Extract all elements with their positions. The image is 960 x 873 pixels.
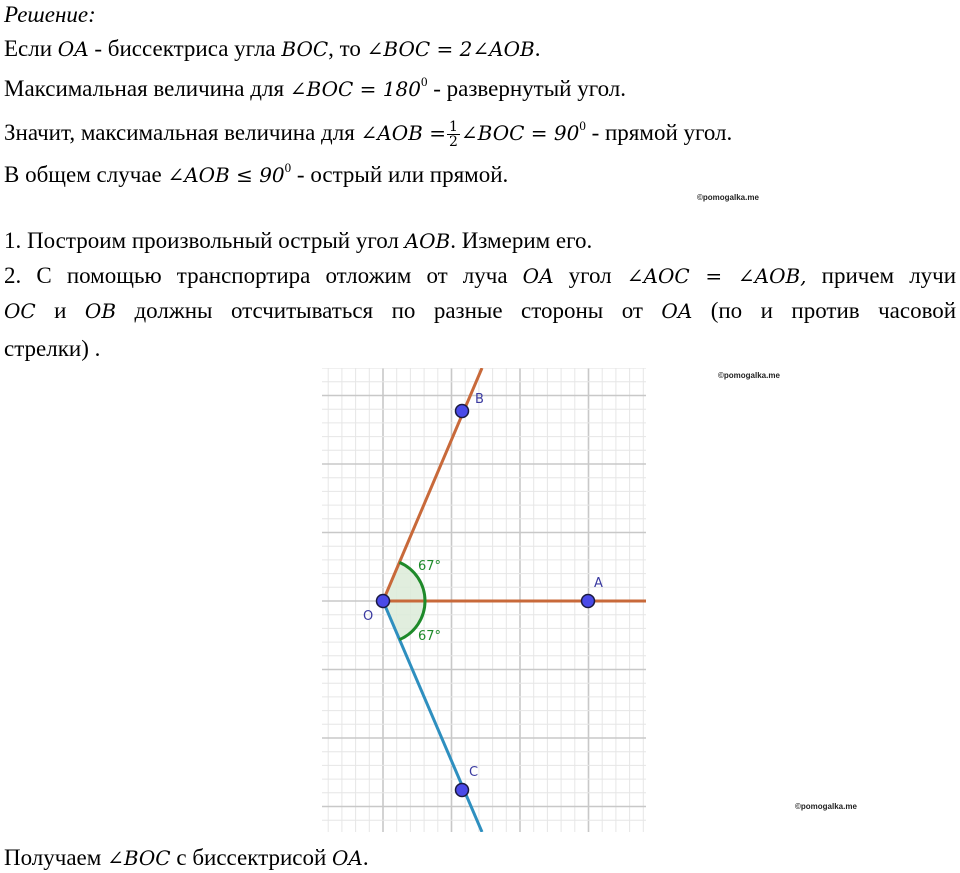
text-line-2: Максимальная величина для ∠BOC = $180^0$ - развернутый угол. xyxy=(4,74,626,101)
angle-construction-diagram xyxy=(322,368,646,832)
label-c: C xyxy=(469,765,479,780)
point-a[interactable] xyxy=(582,595,595,608)
watermark: ©pomogalka.me xyxy=(718,371,780,380)
step-2-line-2: OC и OB должны отсчитываться по разные стороны от OA (по и против часовой xyxy=(4,298,957,323)
step-2-line-3: стрелки) . xyxy=(4,336,101,361)
watermark: ©pomogalka.me xyxy=(697,193,759,202)
solution-heading: Решение: xyxy=(4,2,96,27)
text-line-1: Если OA - биссектриса угла BOC, то ∠BOC = 2∠AOB. xyxy=(4,36,541,61)
label-a: A xyxy=(594,576,603,591)
text-line-4: В общем случае ∠AOB ≤ $90^0$ - острый или прямой. xyxy=(4,160,509,187)
point-c[interactable] xyxy=(456,784,469,797)
fraction-one-half: $\frac{1}{2}$ xyxy=(448,119,458,151)
label-o: O xyxy=(363,609,374,624)
angle-label-top: 67° xyxy=(418,559,442,574)
step-1: 1. Построим произвольный острый угол AOB. Измерим его. xyxy=(4,228,593,253)
point-b[interactable] xyxy=(456,405,469,418)
watermark: ©pomogalka.me xyxy=(795,802,857,811)
text-line-3: Значит, максимальная величина для ∠AOB = $\frac{1}{2}$ ∠BOC = $90^0$ - прямой угол. xyxy=(4,118,733,151)
angle-label-bottom: 67° xyxy=(418,629,442,644)
label-b: B xyxy=(475,392,484,407)
conclusion: Получаем ∠BOC с биссектрисой OA. xyxy=(4,845,369,870)
step-2-line-1: 2. С помощью транспортира отложим от луча OA угол ∠AOC = ∠AOB, причем лучи xyxy=(4,263,957,288)
point-o[interactable] xyxy=(377,595,390,608)
